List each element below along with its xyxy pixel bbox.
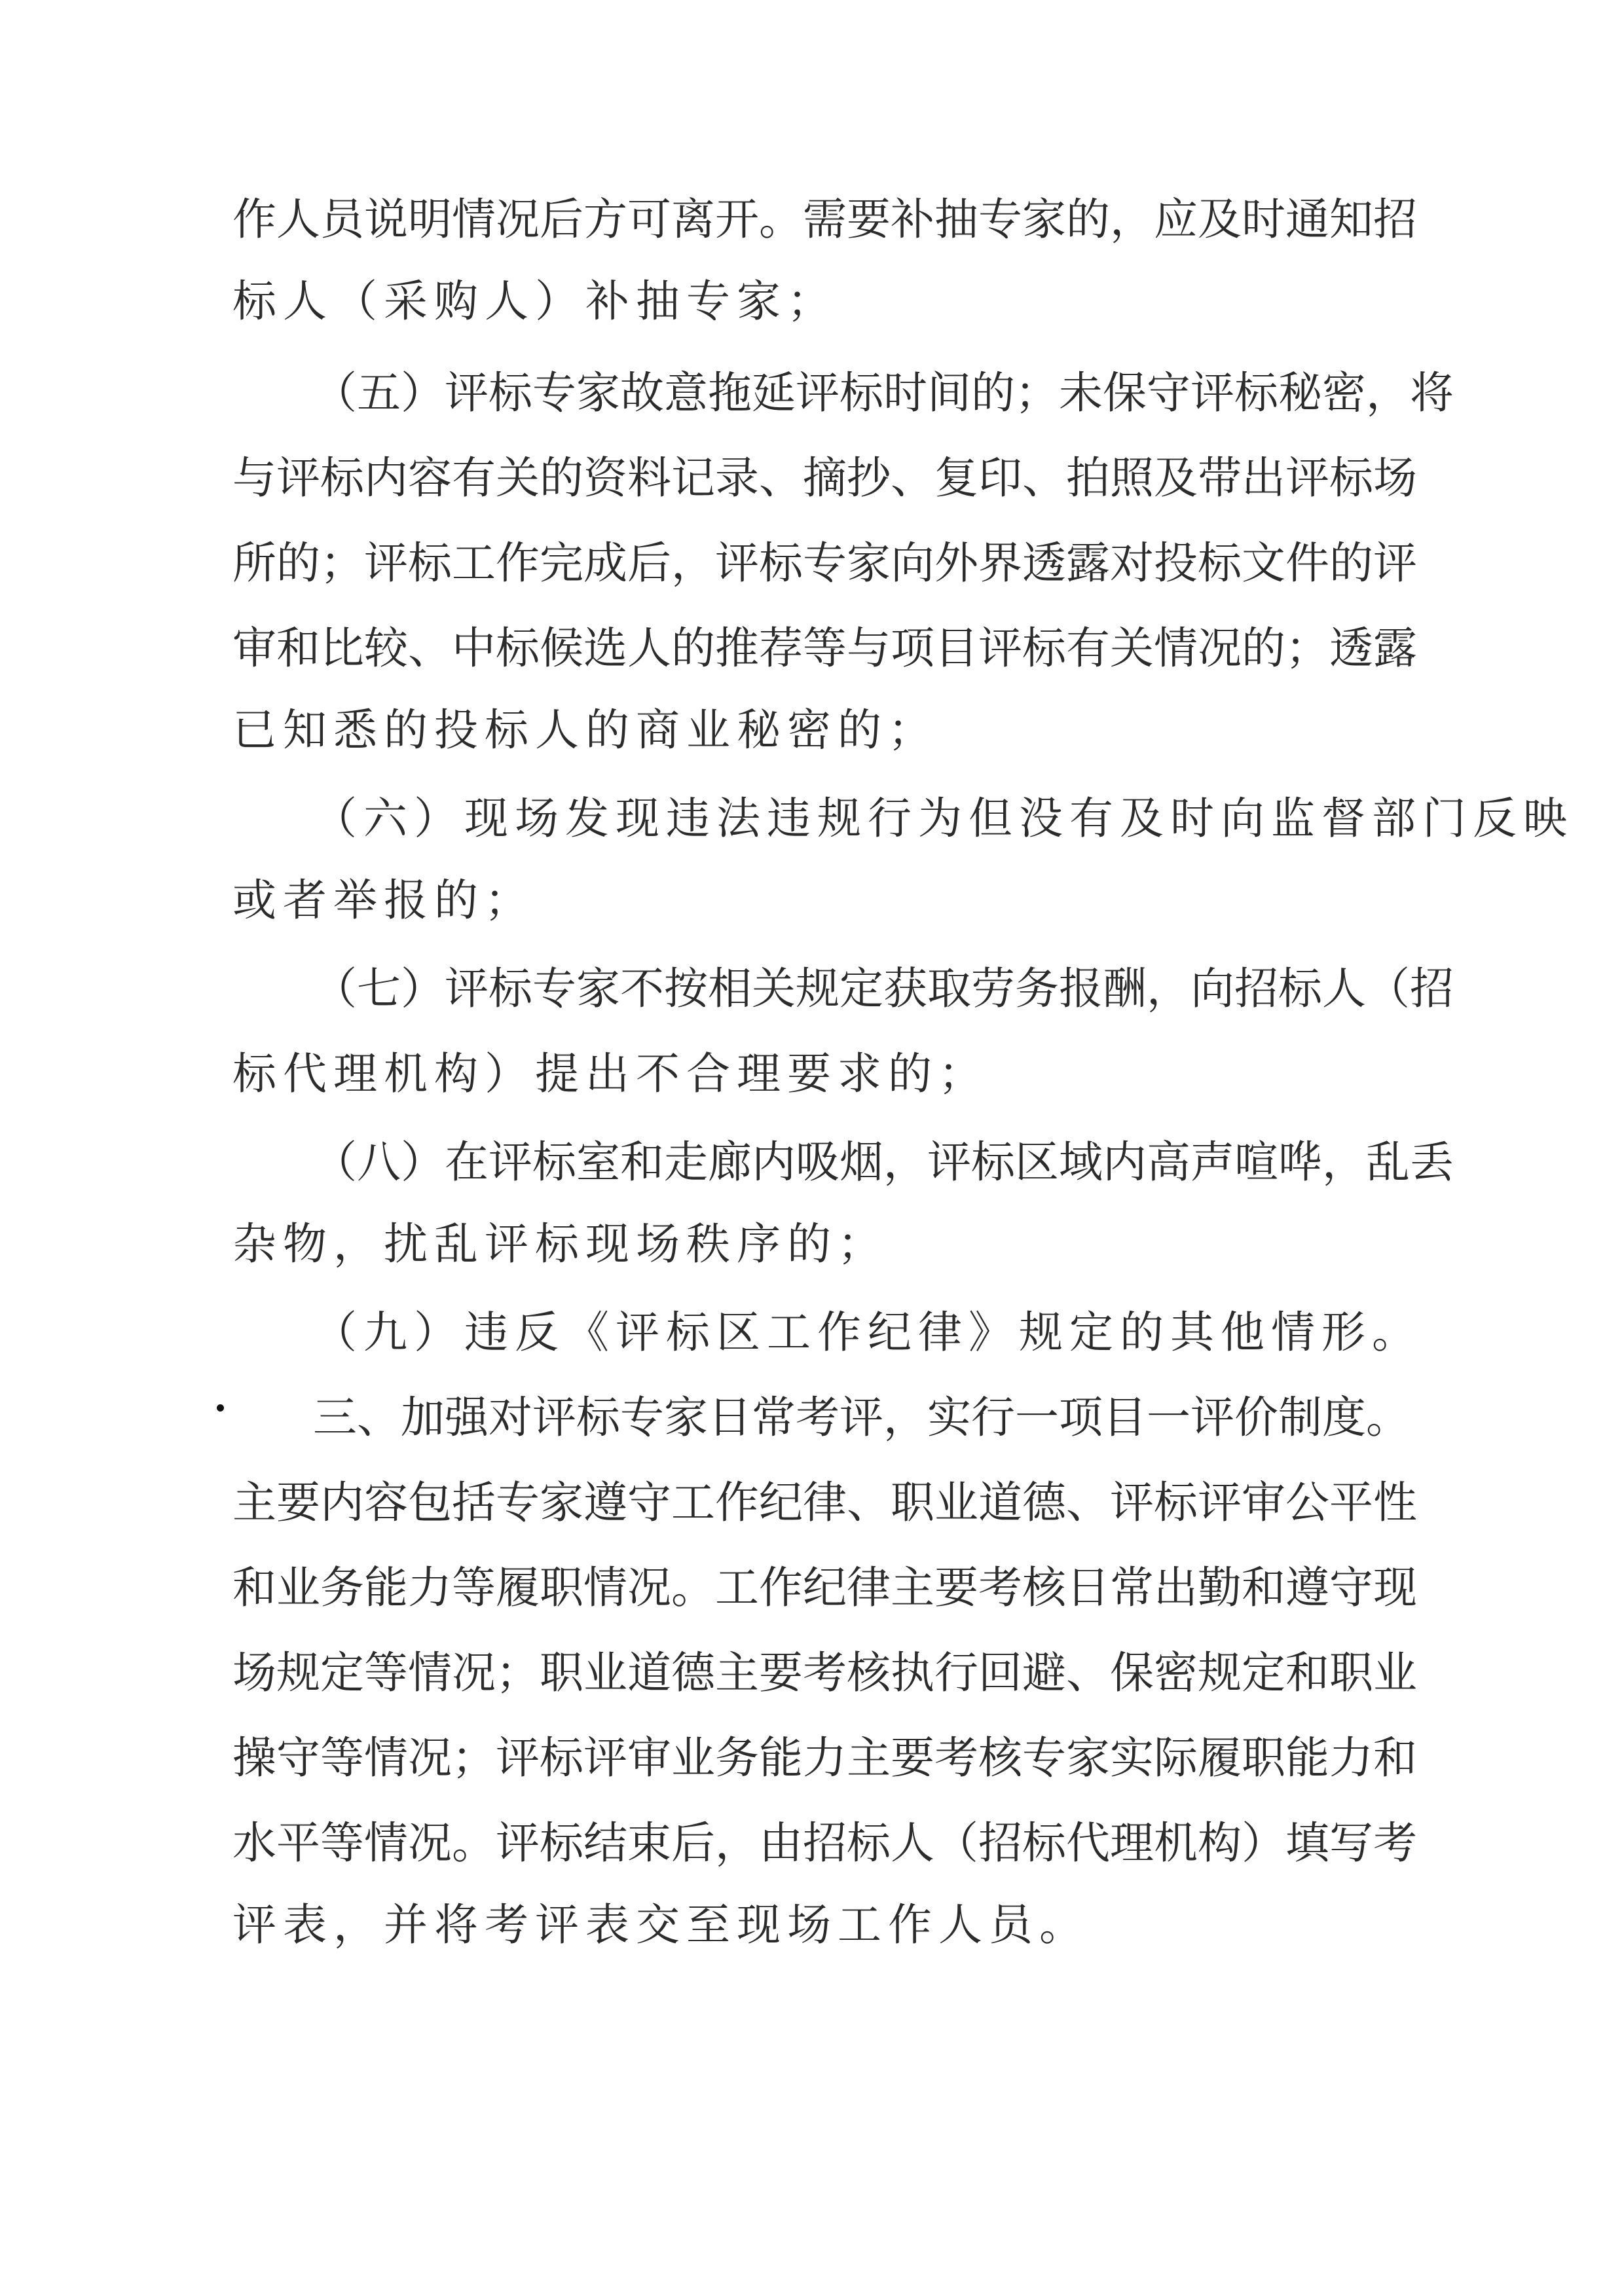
- text-line: （五）评标专家故意拖延评标时间的；未保守评标秘密，将: [313, 367, 1454, 418]
- text-line: 与评标内容有关的资料记录、摘抄、复印、拍照及带出评标场: [232, 452, 1417, 503]
- stray-dot: [217, 1404, 224, 1412]
- text-line: （八）在评标室和走廊内吸烟，评标区域内高声喧哗，乱丢: [313, 1137, 1454, 1188]
- text-line: 三、加强对评标专家日常考评，实行一项目一评价制度。: [313, 1392, 1410, 1443]
- text-line: （九）违反《评标区工作纪律》规定的其他情形。: [313, 1307, 1422, 1358]
- text-line: （七）评标专家不按相关规定获取劳务报酬，向招标人（招: [313, 963, 1454, 1014]
- text-line: （六）现场发现违法违规行为但没有及时向监督部门反映: [313, 793, 1574, 844]
- text-line: 操守等情况；评标评审业务能力主要考核专家实际履职能力和: [232, 1732, 1417, 1783]
- text-line: 杂物，扰乱评标现场秩序的；: [232, 1218, 888, 1269]
- text-line: 和业务能力等履职情况。工作纪律主要考核日常出勤和遵守现: [232, 1562, 1417, 1613]
- text-line: 评表，并将考评表交至现场工作人员。: [232, 1899, 1090, 1950]
- text-line: 主要内容包括专家遵守工作纪律、职业道德、评标评审公平性: [232, 1477, 1417, 1528]
- text-line: 已知悉的投标人的商业秘密的；: [232, 704, 938, 756]
- text-line: 所的；评标工作完成后，评标专家向外界透露对投标文件的评: [232, 538, 1417, 589]
- text-line: 水平等情况。评标结束后，由招标人（招标代理机构）填写考: [232, 1817, 1417, 1868]
- text-line: 场规定等情况；职业道德主要考核执行回避、保密规定和职业: [232, 1647, 1417, 1698]
- text-line: 标人（采购人）补抽专家；: [232, 276, 838, 327]
- text-line: 作人员说明情况后方可离开。需要补抽专家的，应及时通知招: [232, 194, 1417, 245]
- text-line: 审和比较、中标候选人的推荐等与项目评标有关情况的；透露: [232, 623, 1417, 674]
- text-line: 或者举报的；: [232, 875, 535, 926]
- text-line: 标代理机构）提出不合理要求的；: [232, 1048, 989, 1099]
